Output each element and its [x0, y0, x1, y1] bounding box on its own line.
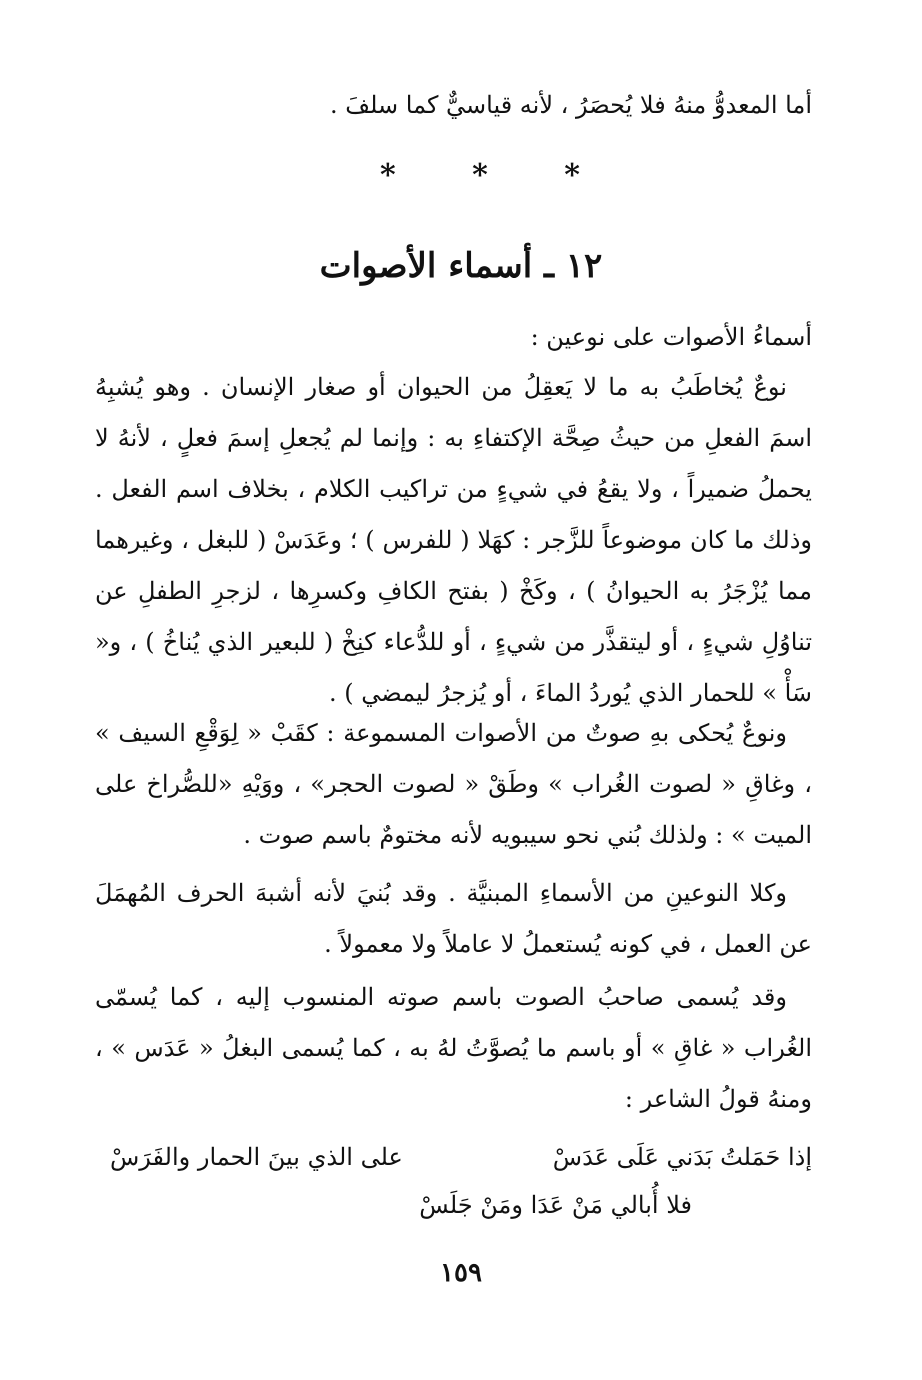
verse-line	[110, 1181, 812, 1229]
verse-hemistich-second: فلا أُبالي مَنْ عَدَا ومَنْ جَلَسْ	[419, 1191, 692, 1219]
paragraph-both-types: وكلا النوعينِ من الأسماءِ المبنيَّة . وقد بُنيَ لأنه أشبهَ الحرف المُهمَلَ عن العمل ، في كونه يُستعملُ لا عاملاً ولا معمولاً .	[95, 879, 812, 958]
asterisk-ornament: *	[380, 158, 396, 193]
asterisk-ornament: *	[564, 158, 580, 193]
page-number: ١٥٩	[440, 1258, 482, 1288]
intro-line: أسماءُ الأصوات على نوعين :	[530, 323, 812, 351]
section-title: ١٢ ـ أسماء الأصوات	[319, 246, 603, 286]
verse-hemistich-left: على الذي بينَ الحمار والفَرَسْ	[110, 1143, 403, 1171]
paragraph-naming: وقد يُسمى صاحبُ الصوت باسم صوته المنسوب إليه ، كما يُسمّى الغُراب « غاقِ » أو باسم ما يُصوَّتُ لهُ به ، كما يُسمى البغلُ « عَدَس » ، ومنهُ قولُ الشاعر :	[95, 983, 812, 1113]
paragraph-second-type: ونوعٌ يُحكى بهِ صوتٌ من الأصوات المسموعة : كقَبْ « لِوَقْعِ السيف » ، وغاقِ « لصوت الغُراب » وطَقْ « لصوت الحجر» ، ووَيْهِ «للصُّراخ على الميت » : ولذلك بُني نحو سيبويه لأنه مختومٌ باسم صوت .	[95, 719, 812, 849]
asterisk-ornament: *	[472, 158, 488, 193]
top-line: أما المعدوُّ منهُ فلا يُحصَرُ ، لأنه قياسيٌّ كما سلفَ .	[330, 91, 812, 119]
verse-line	[110, 1133, 812, 1181]
section-divider	[380, 158, 580, 193]
paragraph-first-type: نوعٌ يُخاطَبُ به ما لا يَعقِلُ من الحيوان أو صغار الإنسان . وهو يُشبِهُ اسمَ الفعلِ من حيثُ صِحَّة الإكتفاءِ به : وإنما لم يُجعلِ إسمَ فعلٍ ، لأنهُ لا يحملُ ضميراً ، ولا يقعُ في شيءٍ من تراكيب الكلام ، بخلاف اسم الفعل . وذلك ما كان موضوعاً للزَّجر : كهَلا ( للفرس ) ؛ وعَدَسْ ( للبغل ، وغيرهما مما يُزْجَرُ به الحيوانُ ) ، وكَخْ ( بفتح الكافِ وكسرِها ، لزجرِ الطفلِ عن تناوُلِ شيءٍ ، أو ليتقذَّر من شيءٍ ، أو للدُّعاء كنِخْ ( للبعير الذي يُناخُ ) ، و« سَأْ » للحمار الذي يُوردُ الماءَ ، أو يُزجرُ ليمضي ) .	[95, 373, 812, 707]
poem-verse	[110, 1133, 812, 1229]
verse-hemistich-right: إذا حَمَلتُ بَدَني عَلَى عَدَسْ	[552, 1143, 812, 1171]
